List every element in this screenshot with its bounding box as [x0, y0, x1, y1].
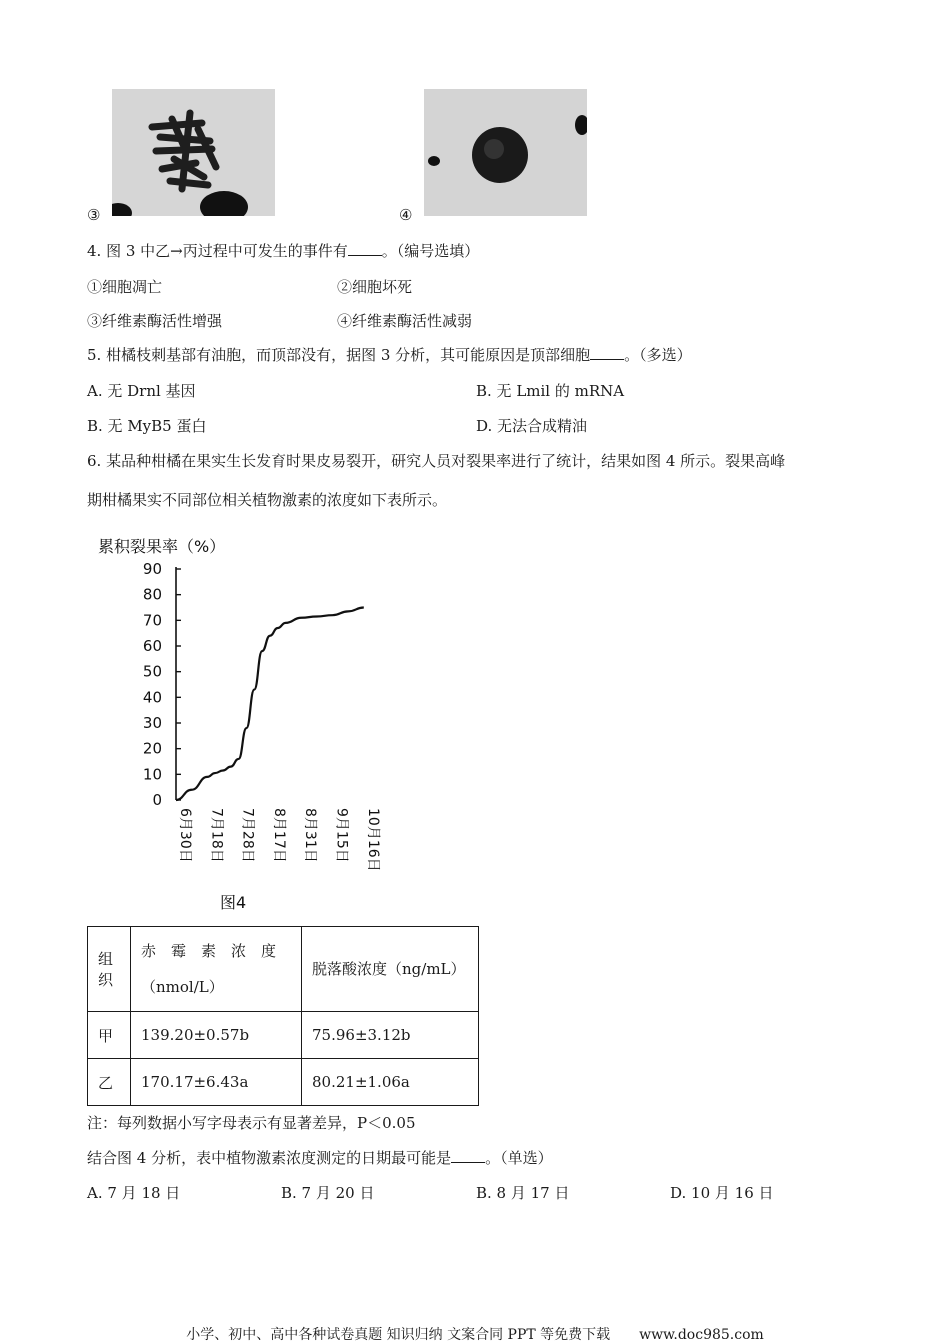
- header-aba: 脱落酸浓度（ng/mL）: [302, 927, 479, 1012]
- q6b-option-d: D. 10 月 16 日: [670, 1184, 774, 1202]
- footer-url[interactable]: www.doc985.com: [639, 1327, 764, 1343]
- chart-caption: 图4: [220, 893, 247, 912]
- crack-rate-chart: [80, 530, 400, 920]
- hormone-table: [87, 926, 479, 1106]
- y-tick-label: 60: [142, 637, 162, 655]
- page-footer: [0, 1324, 950, 1344]
- cell: 80.21±1.06a: [302, 1059, 479, 1106]
- y-tick-label: 0: [152, 791, 162, 809]
- chromosome-spread-image: [112, 89, 275, 216]
- q4-option-2: ②细胞坏死: [337, 278, 413, 296]
- condensed-nucleus-image: [424, 89, 587, 216]
- q5-option-b: B. 无 Lmil 的 mRNA: [476, 382, 625, 400]
- y-axis: [143, 560, 181, 809]
- q4-option-3: ③纤维素酶活性增强: [87, 312, 223, 330]
- table-note: 注：每列数据小写字母表示有显著差异，P＜0.05: [87, 1114, 416, 1132]
- y-tick-label: 90: [142, 560, 162, 578]
- q6b-option-b: B. 7 月 20 日: [281, 1184, 375, 1202]
- x-tick-label: 8月17日: [270, 808, 287, 863]
- footer-text: 小学、初中、高中各种试卷真题 知识归纳 文案合同 PPT 等免费下载: [186, 1327, 611, 1343]
- q5-option-d: D. 无法合成精油: [476, 417, 588, 435]
- q4-option-1: ①细胞凋亡: [87, 278, 163, 296]
- q6b-option-a: A. 7 月 18 日: [87, 1184, 181, 1202]
- y-tick-label: 40: [142, 688, 162, 707]
- x-tick-label: 7月28日: [239, 808, 256, 863]
- y-tick-label: 50: [142, 662, 162, 681]
- x-tick-label: 10月16日: [364, 808, 381, 872]
- x-tick-label: 8月31日: [302, 808, 319, 863]
- header-gibberellin: 赤 霉 素 浓 度（nmol/L）: [131, 927, 302, 1012]
- series-line: [176, 608, 364, 801]
- micrograph-4: [424, 89, 587, 216]
- q4-option-4: ④纤维素酶活性减弱: [337, 312, 473, 330]
- q5-option-c: B. 无 MyB5 蛋白: [87, 417, 207, 435]
- cell: 139.20±0.57b: [131, 1012, 302, 1059]
- image-marker-3: ③: [87, 206, 101, 224]
- x-axis: [177, 808, 381, 872]
- cell: 170.17±6.43a: [131, 1059, 302, 1106]
- image-marker-4: ④: [399, 206, 413, 224]
- x-tick-label: 6月30日: [177, 808, 193, 863]
- y-tick-label: 80: [142, 585, 162, 604]
- table-row: [88, 1059, 479, 1106]
- q4-stem: 4. 图 3 中乙→丙过程中可发生的事件有 。（编号选填）: [87, 242, 480, 260]
- y-tick-label: 10: [142, 765, 162, 784]
- q6b-option-c: B. 8 月 17 日: [476, 1184, 570, 1202]
- x-tick-label: 7月18日: [208, 808, 225, 863]
- q6b-stem: 结合图 4 分析，表中植物激素浓度测定的日期最可能是 。（单选）: [87, 1149, 553, 1167]
- q6-line-2: 期柑橘果实不同部位相关植物激素的浓度如下表所示。: [87, 491, 448, 509]
- q6-line-1: 6. 某品种柑橘在果实生长发育时果皮易裂开，研究人员对裂果率进行了统计，结果如图 4 所示。裂果高峰: [87, 452, 786, 470]
- y-tick-label: 20: [142, 739, 162, 758]
- q5-option-a: A. 无 Drnl 基因: [87, 382, 196, 400]
- y-tick-label: 70: [142, 611, 162, 630]
- x-tick-label: 9月15日: [333, 808, 350, 863]
- answer-blank: [348, 243, 382, 256]
- answer-blank: [451, 1150, 485, 1163]
- answer-blank: [590, 347, 624, 360]
- y-tick-label: 30: [142, 714, 162, 732]
- micrograph-3: [112, 89, 275, 216]
- header-tissue: 组织: [88, 927, 131, 1012]
- q5-stem: 5. 柑橘枝刺基部有油胞，而顶部没有，据图 3 分析，其可能原因是顶部细胞 。（多选）: [87, 346, 692, 364]
- cell: 乙: [88, 1059, 131, 1106]
- cell: 甲: [88, 1012, 131, 1059]
- chart-title: 累积裂果率（%）: [98, 537, 226, 556]
- cell: 75.96±3.12b: [302, 1012, 479, 1059]
- table-row: [88, 1012, 479, 1059]
